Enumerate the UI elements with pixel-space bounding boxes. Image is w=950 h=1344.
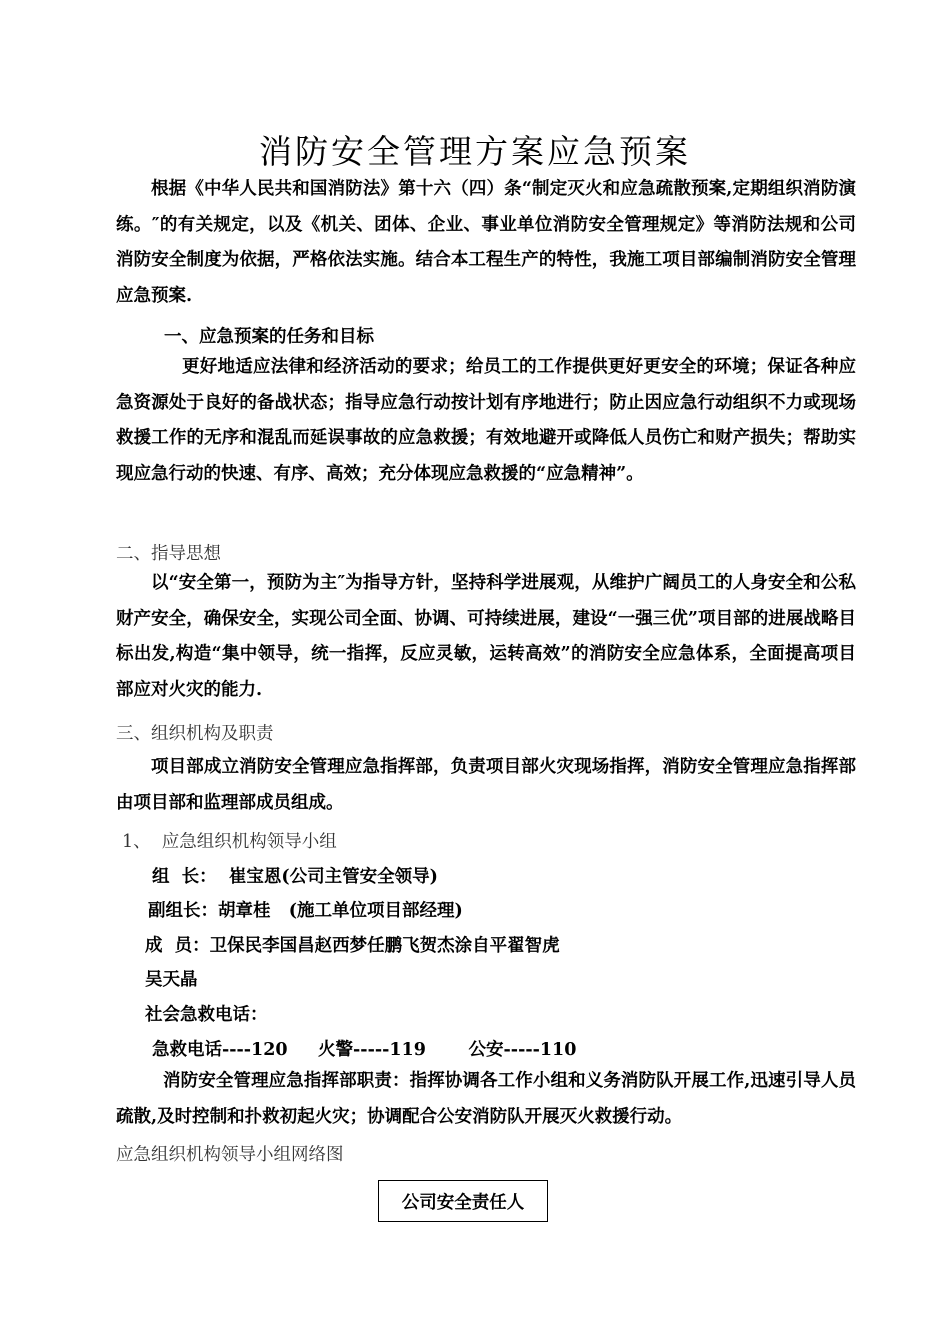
hotline-numbers: 急救电话----120 火警-----119 公安-----110 xyxy=(152,1040,577,1060)
section1-body: 更好地适应法律和经济活动的要求；给员工的工作提供更好更安全的环境；保证各种应急资源处于良好的备战状态；指导应急行动按计划有序地进行；防止因应急行动组织不力或现场救援工作的无序和混乱而延误事故的应急救援；有效地避开或降低人员伤亡和财产损失；帮助实现应急行动的快速、有序、高效；充分体现应急救援的“应急精神”。 xyxy=(116,357,856,484)
document-title: 消防安全管理方案应急预案 xyxy=(259,132,691,171)
intro-paragraph: 根据《中华人民共和国消防法》第十六（四）条“制定灭火和应急疏散预案,定期组织消防演练。″的有关规定，以及《机关、团体、企业、事业单位消防安全管理规定》等消防法规和公司消防安全制度为依据，严格依法实施。结合本工程生产的特性，我施工项目部编制消防安全管理应急预案. xyxy=(116,179,856,306)
members-continued: 吴天晶 xyxy=(145,970,198,990)
duty-paragraph: 消防安全管理应急指挥部职责：指挥协调各工作小组和义务消防队开展工作,迅速引导人员疏散,及时控制和扑救初起火灾；协调配合公安消防队开展灭火救援行动。 xyxy=(116,1071,856,1127)
section1-heading: 一、应急预案的任务和目标 xyxy=(164,327,374,347)
org-chart-box: 公司安全责任人 xyxy=(378,1180,548,1222)
section3-heading: 三、组织机构及职责 xyxy=(116,724,274,744)
members-line: 成 员：卫保民李国昌赵西梦任鹏飞贺杰涂自平翟智虎 xyxy=(145,936,560,956)
deputy-line: 副组长：胡章桂 (施工单位项目部经理) xyxy=(148,901,463,921)
section3-body: 项目部成立消防安全管理应急指挥部，负责项目部火灾现场指挥，消防安全管理应急指挥部由项目部和监理部成员组成。 xyxy=(116,757,856,813)
section2-heading: 二、指导思想 xyxy=(116,544,221,564)
section2-body: 以“安全第一，预防为主″为指导方针，坚持科学进展观，从维护广阔员工的人身安全和公私财产安全，确保安全，实现公司全面、协调、可持续进展，建设“一强三优”项目部的进展战略目标出发,构造“集中领导，统一指挥，反应灵敏，运转高效”的消防安全应急体系，全面提高项目部应对火灾的能力. xyxy=(116,573,856,700)
network-heading: 应急组织机构领导小组网络图 xyxy=(116,1145,344,1165)
subsection1-heading: 1、 应急组织机构领导小组 xyxy=(122,832,337,852)
hotline-label: 社会急救电话： xyxy=(145,1005,268,1025)
leader-line: 组 长： 崔宝恩(公司主管安全领导) xyxy=(152,867,438,887)
